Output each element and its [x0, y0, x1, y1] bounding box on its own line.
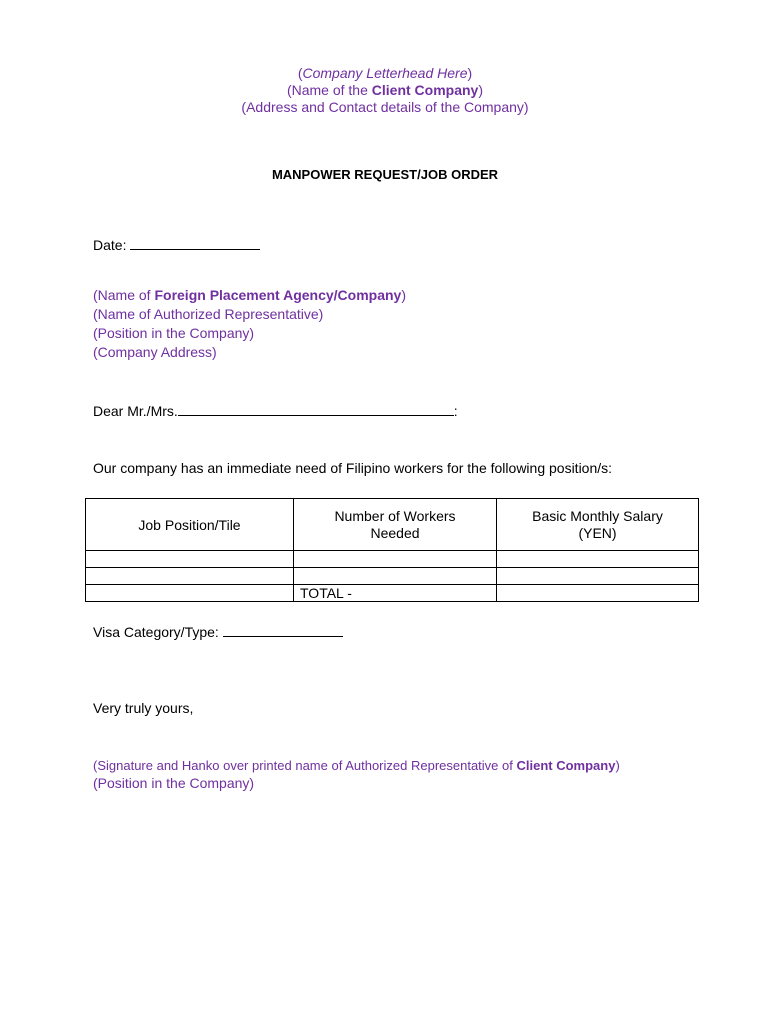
date-line: [93, 236, 260, 253]
table-row: [86, 568, 699, 585]
letterhead-italic: Company Letterhead Here: [302, 65, 468, 81]
total-label: TOTAL -: [294, 585, 497, 602]
positions-table: [85, 498, 699, 602]
letterhead-line3: (Address and Contact details of the Company): [241, 99, 529, 115]
header-salary: Basic Monthly Salary (YEN): [497, 499, 699, 551]
salutation-line: Dear Mr./Mrs. :: [93, 403, 458, 419]
header-number-workers: Number of Workers Needed: [294, 499, 497, 551]
recipient-line1: (Name of Foreign Placement Agency/Company): [93, 287, 407, 303]
client-company-bold: Client Company: [371, 82, 479, 98]
table-cell[interactable]: [294, 551, 497, 568]
letterhead-line1: (Company Letterhead Here): [297, 65, 473, 81]
date-label: Date:: [93, 237, 127, 253]
total-value-cell[interactable]: [497, 585, 699, 602]
signatory-position: (Position in the Company): [93, 775, 255, 791]
table-cell[interactable]: [86, 568, 294, 585]
salutation-label: Dear Mr./Mrs.: [93, 403, 178, 419]
recipient-block: [93, 286, 406, 362]
salutation-blank[interactable]: [178, 402, 454, 416]
visa-label: Visa Category/Type:: [93, 624, 219, 640]
table-row: [86, 551, 699, 568]
date-blank[interactable]: [130, 236, 260, 250]
table-cell[interactable]: [86, 551, 294, 568]
recipient-line3: (Position in the Company): [93, 325, 255, 341]
visa-blank[interactable]: [223, 623, 343, 637]
page-title: MANPOWER REQUEST/JOB ORDER: [271, 167, 499, 182]
letterhead-line2: (Name of the Client Company): [286, 82, 484, 98]
recipient-line4: (Company Address): [93, 344, 217, 360]
closing-text: Very truly yours,: [93, 700, 194, 716]
letterhead: [0, 65, 770, 116]
signature-line: (Signature and Hanko over printed name of Authorized Representative of Client Company): [93, 758, 620, 773]
recipient-line2: (Name of Authorized Representative): [93, 306, 324, 322]
table-cell[interactable]: [497, 568, 699, 585]
intro-text: Our company has an immediate need of Filipino workers for the following position/s:: [93, 460, 613, 476]
visa-line: [93, 623, 343, 640]
table-header-row: [86, 499, 699, 551]
table-cell[interactable]: [294, 568, 497, 585]
table-cell[interactable]: [86, 585, 294, 602]
header-job-position: Job Position/Tile: [86, 499, 294, 551]
table-cell[interactable]: [497, 551, 699, 568]
table-total-row: [86, 585, 699, 602]
